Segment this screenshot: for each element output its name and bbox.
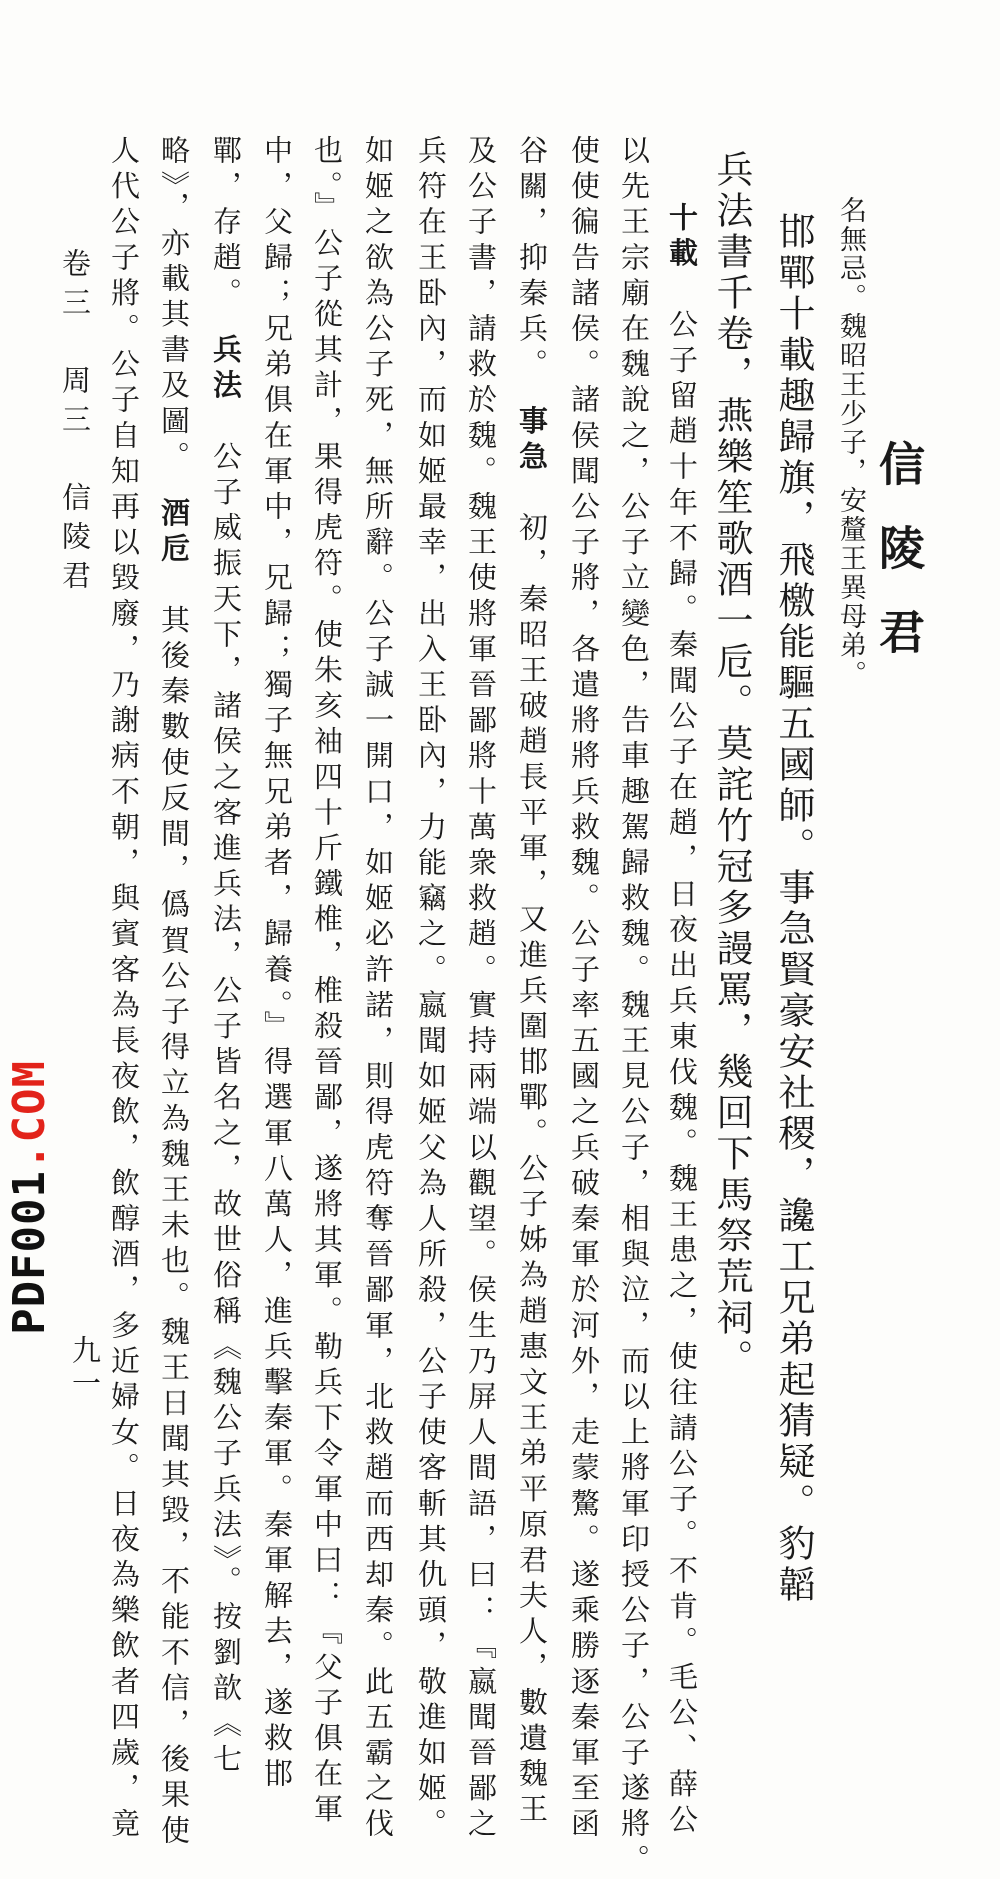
- body-column-6: [414, 135, 448, 1844]
- running-footer: 卷三 周三 信陵君: [58, 248, 92, 599]
- body-column-2: [617, 135, 651, 1879]
- poem-line-1: 邯鄲十載趣歸旗，飛檄能驅五國師。事急賢豪安社稷，讒工兄弟起猜疑。豹韜: [772, 212, 815, 1606]
- body-text: 初，秦昭王破趙長平軍，又進兵圍邯鄲。公子姊為趙惠文王弟平原君夫人，數遺魏王: [515, 512, 549, 1830]
- body-text: 鄲，存趙。: [209, 135, 243, 299]
- body-text: 公子留趙十年不歸。秦聞公子在趙，日夜出兵東伐魏。魏王患之，使往請公子。不肯。毛公、薛公: [665, 308, 699, 1840]
- body-text: 也。』公子從其計，果得虎符。使朱亥袖四十斤鐵椎，椎殺晉鄙，遂將其軍。勒兵下令軍中曰：『父子俱在軍: [310, 135, 344, 1830]
- body-column-9: [260, 135, 294, 1794]
- body-text: 略》，亦載其書及圖。: [157, 135, 191, 462]
- body-column-7: [361, 135, 395, 1844]
- body-column-5: [464, 135, 498, 1844]
- section-keyword: 事急: [515, 405, 549, 477]
- body-column-3: [567, 135, 601, 1844]
- body-text: 及公子書，請救於魏。魏王使將軍晉鄙將十萬衆救趙。實持兩端以觀望。侯生乃屏人間語，曰：『嬴聞晉鄙之: [464, 135, 498, 1844]
- body-column-8: [310, 135, 344, 1830]
- section-keyword: 兵法: [209, 334, 243, 406]
- body-text: 谷關，抑秦兵。: [515, 135, 549, 370]
- body-text: 使使徧告諸侯。諸侯聞公子將，各遣將將兵救魏。公子率五國之兵破秦軍於河外，走蒙驁。遂乘勝逐秦軍至函: [567, 135, 601, 1844]
- body-text: 兵符在王卧內，而如姬最幸，出入王卧內，力能竊之。嬴聞如姬父為人所殺，公子使客斬其仇頭，敬進如姬。: [414, 135, 448, 1844]
- watermark-part-a: PDF001: [4, 1169, 55, 1335]
- poem-line-2: 兵法書千卷，燕樂笙歌酒一卮。莫詫竹冠多謾罵，幾回下馬祭荒祠。: [710, 150, 753, 1380]
- body-text: 如姬之欲為公子死，無所辭。公子誠一開口，如姬必許諾，則得虎符奪晉鄙軍，北救趙而西却秦。此五霸之伐: [361, 135, 395, 1844]
- section-keyword: 十載: [665, 202, 699, 274]
- body-text: 其後秦數使反間，僞賀公子得立為魏王未也。魏王日聞其毀，不能不信，後果使: [157, 604, 191, 1851]
- section-keyword: 酒卮: [157, 497, 191, 569]
- body-column-1: [665, 202, 699, 1840]
- body-column-4: [515, 135, 549, 1830]
- body-column-12: [107, 135, 141, 1844]
- body-text: 中，父歸；兄弟俱在軍中，兄歸；獨子無兄弟者，歸養。』得選軍八萬人，進兵擊秦軍。秦軍解去，遂救邯: [260, 135, 294, 1794]
- body-text: 人代公子將。公子自知再以毀廢，乃謝病不朝，與賓客為長夜飲，飲醇酒，多近婦女。日夜為樂飲者四歲，竟: [107, 135, 141, 1844]
- watermark-part-b: .COM: [4, 1060, 55, 1170]
- body-column-11: [157, 135, 191, 1851]
- subject-intro: 名無忌。魏昭王少子，安釐王異母弟。: [835, 196, 866, 689]
- page-number: 九一: [68, 1335, 102, 1401]
- body-column-10: [209, 135, 243, 1780]
- body-text: 以先王宗廟在魏說之，公子立變色，告車趣駕歸救魏。魏王見公子，相與泣，而以上將軍印授公子，公子遂將。: [617, 135, 651, 1879]
- watermark: [4, 1060, 55, 1335]
- page-title: 信陵君: [872, 440, 926, 692]
- body-text: 公子威振天下，諸侯之客進兵法，公子皆名之，故世俗稱《魏公子兵法》。按劉歆《七: [209, 440, 243, 1780]
